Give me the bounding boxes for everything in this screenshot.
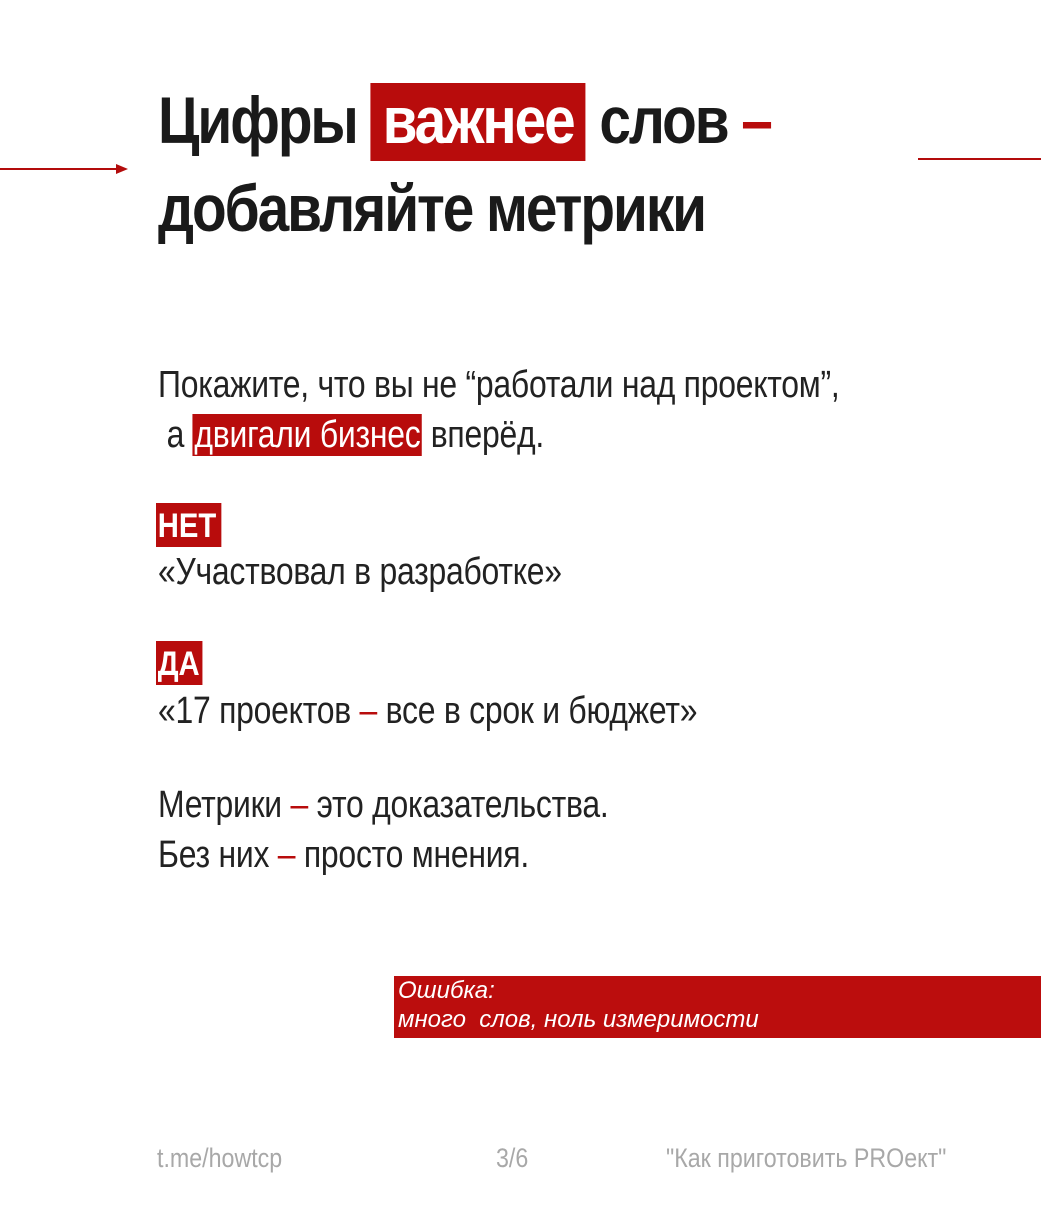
page-number: 3/6 [496,1143,529,1173]
series-title: "Как приготовить PROект" [666,1143,947,1173]
conclusion-line2-part1: Без них [158,834,278,876]
title-dash: – [741,83,771,157]
conclusion-dash: – [277,834,296,876]
yes-dash: – [359,690,378,732]
title-highlight: важнее [371,83,586,161]
yes-badge: ДА [156,641,202,685]
yes-quote-part2: все в срок и бюджет» [377,690,698,732]
page-title [158,76,812,252]
title-line2: добавляйте метрики [158,171,706,245]
yes-example [158,686,880,736]
title-word: Цифры [158,83,357,157]
no-badge: НЕТ [156,503,221,547]
conclusion-dash: – [290,784,309,826]
decorative-line [918,158,1041,160]
conclusion-line1-part2: это доказательства. [308,784,609,826]
intro-paragraph [158,360,880,460]
conclusion-line2-part2: просто мнения. [295,834,529,876]
yes-quote-part1: «17 проектов [158,690,360,732]
footer-channel-link[interactable]: t.me/howtcp [157,1143,283,1173]
error-label: Ошибка: [398,977,495,1004]
intro-suffix: вперёд. [422,414,544,456]
intro-line1: Покажите, что вы не “работали над проектом”, [158,364,840,406]
title-word: слов [599,83,728,157]
conclusion [158,780,880,880]
arrow-right-icon [0,158,130,180]
conclusion-line1-part1: Метрики [158,784,291,826]
no-example: «Участвовал в разработке» [158,551,562,593]
error-text: много слов, ноль измеримости [398,1006,759,1033]
intro-highlight: двигали бизнес [194,414,421,456]
error-banner [394,976,1041,1038]
intro-prefix: а [158,414,193,456]
